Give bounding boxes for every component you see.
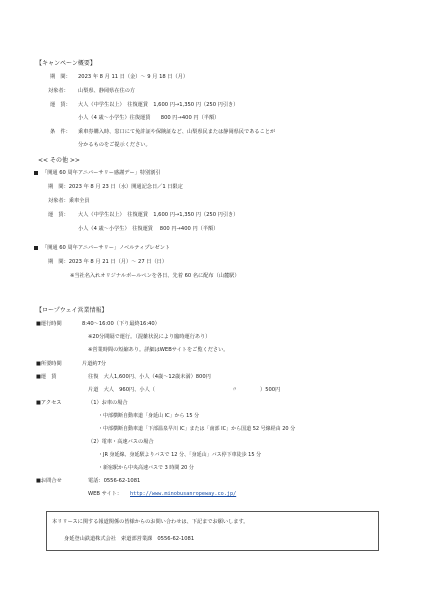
- event1-bullet: [34, 171, 38, 175]
- hours-note1: ※20分間隔で運行。（混雑状況により臨時運行あり）: [88, 334, 211, 340]
- campaign-target-label: 対象者：: [48, 88, 69, 94]
- hours-note2: ※営業時間の短縮あり。詳細はWEBサイトをご覧ください。: [88, 347, 229, 353]
- event1-target: 対象者：乗車全員: [48, 198, 90, 204]
- access-bus: （2）電車・高速バスの場合: [88, 439, 154, 445]
- event1-fare-child: 小人（4 歳～小学生） 往復運賃 800 円→400 円（半額）: [78, 226, 219, 232]
- other-heading: << その他 >>: [38, 157, 80, 164]
- campaign-fare-child: 小人（4 歳～小学生）往復運賃 800 円→400 円（半額）: [78, 115, 220, 121]
- event1-fare-adult: 大人（中学生以上） 往復運賃 1,600 円→1,350 円（250 円引き）: [78, 212, 239, 218]
- event2-period: 期 間：2023 年 8 月 21 日（月）～ 27 日（日）: [48, 259, 168, 265]
- campaign-heading: 【キャンペーン概要】: [36, 60, 96, 67]
- contact-label: ■お問合せ: [36, 478, 62, 484]
- fare-oneway-pre: 片道 大人 960円、小人（: [88, 387, 155, 393]
- event2-title: 「開通 60 周年アニバーサリー」ノベルティプレゼント: [42, 245, 171, 251]
- access-bus1: ・JR 身延線、身延駅よりバスで 12 分、「身延山」バス停下車徒歩 15 分: [98, 452, 262, 458]
- access-label: ■アクセス: [36, 400, 62, 406]
- contact-tel: 電話：0556-62-1081: [88, 478, 141, 484]
- access-bus2: ・新宿駅から中央高速バスで 3 時間 20 分: [98, 465, 194, 471]
- notice-line2: 身延登山鉄道株式会社 索道部営業課 0556-62-1081: [64, 536, 195, 542]
- fare-ditto: 〃: [232, 387, 238, 393]
- access-car: （1）お車の場合: [88, 400, 128, 406]
- campaign-cond-label: 条 件：: [50, 129, 71, 135]
- event2-note: ※当社名入れオリジナルボールペンを各日、先着 60 名に配布（山麓駅）: [70, 273, 240, 279]
- press-contact-box: [46, 511, 379, 551]
- time-value: 片道約7分: [82, 361, 107, 367]
- contact-web-label: WEB サイト：: [88, 491, 123, 497]
- fare-round: 往復 大人1,600円、小人（4歳～12歳未満）800円: [88, 374, 211, 380]
- campaign-fare-label: 運 賃：: [50, 102, 71, 108]
- event1-fare-label: 運 賃：: [48, 212, 69, 218]
- hours-label: ■運行時間: [36, 321, 62, 327]
- contact-web-link[interactable]: http://www.minobusanropeway.co.jp/: [130, 491, 237, 497]
- event1-title: 「開通 60 周年アニバーサリー感謝デー」特別割引: [42, 170, 161, 176]
- access-car2: ・中部横断自動車道「下部温泉早川 IC」または「南部 IC」から国道 52 号線経由 20 分: [98, 426, 296, 432]
- access-car1: ・中部横断自動車道「身延山 IC」から 15 分: [98, 413, 200, 419]
- campaign-fare-adult: 大人（中学生以上） 往復運賃 1,600 円→1,350 円（250 円引き）: [78, 102, 239, 108]
- notice-line1: 本リリースに関する報道関係の皆様からのお問い合わせは、下記までお願いします。: [52, 519, 249, 525]
- ropeway-heading: 【ロープウェイ営業情報】: [36, 307, 108, 314]
- fare-oneway-post: ）500円: [260, 387, 281, 393]
- time-label: ■所要時間: [36, 361, 62, 367]
- campaign-cond-line1: 乗車券購入時、窓口にて免許証や保険証など、山梨県民または静岡県民であることが: [78, 129, 276, 135]
- campaign-cond-line2: 分かるものをご提示ください。: [78, 142, 151, 148]
- event1-period: 期 間：2023 年 8 月 23 日（水）開通記念日／1 日限定: [48, 184, 183, 190]
- hours-value: 8:40～16:00（下り最終16:40）: [82, 321, 160, 327]
- fare-label: ■運 賃: [36, 374, 57, 380]
- campaign-period-label: 期 間：: [50, 74, 71, 80]
- campaign-target-value: 山梨県、静岡県在住の方: [78, 88, 136, 94]
- event2-bullet: [34, 246, 38, 250]
- campaign-period-value: 2023 年 8 月 11 日（金）～ 9 月 18 日（月）: [78, 74, 189, 80]
